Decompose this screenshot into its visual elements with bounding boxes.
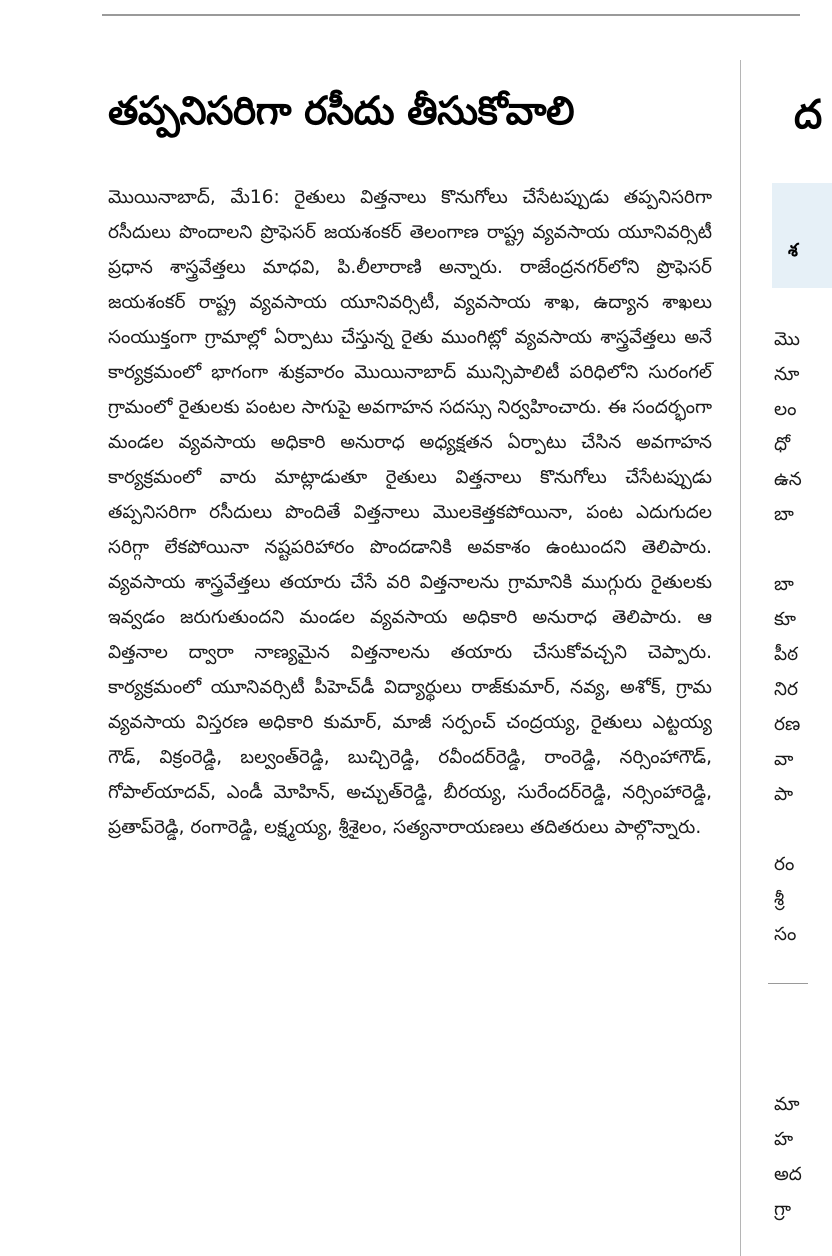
adjacent-line: వా (774, 749, 794, 770)
adjacent-line: రణ (774, 714, 801, 735)
article-body (108, 180, 712, 845)
adjacent-line: నిర (774, 679, 798, 700)
adjacent-rule (768, 983, 808, 984)
adjacent-highlight-box (772, 183, 832, 288)
adjacent-line: ఉన (774, 469, 802, 490)
news-article (100, 60, 720, 845)
adjacent-line: గ్రా (774, 1199, 792, 1220)
adjacent-line: పా (774, 784, 794, 805)
adjacent-line: అద (774, 1164, 802, 1185)
top-rule (102, 14, 800, 16)
adjacent-line: శ్రీ (774, 889, 785, 910)
adjacent-headline-fragment: ద (794, 92, 823, 138)
adjacent-article-clipped (768, 0, 823, 1256)
adjacent-line: బా (774, 504, 794, 525)
adjacent-line: సం (774, 924, 797, 945)
adjacent-line: మొ (774, 329, 800, 350)
adjacent-box-fragment: శ (788, 240, 798, 261)
column-divider (740, 60, 741, 1256)
adjacent-line: మా (774, 1094, 800, 1115)
adjacent-line: రం (774, 854, 795, 875)
adjacent-line: హ (774, 1129, 794, 1150)
adjacent-line: లం (774, 399, 797, 420)
article-paragraph: మొయినాబాద్, మే16: రైతులు విత్తనాలు కొనుగోలు చేసేటప్పుడు తప్పనిసరిగా రసీదులు పొందాలని ప్రొఫెసర్ జయశంకర్ తెలంగాణ రాష్ట్ర వ్యవసాయ యూనివర్సిటీ ప్రధాన శాస్త్రవేత్తలు మాధవి, పి.లీలారాణి అన్నారు. రాజేంద్రనగర్‌లోని ప్రొఫెసర్ జయశంకర్ రాష్ట్ర వ్యవసాయ యూనివర్సిటీ, వ్యవసాయ శాఖ, ఉద్యాన శాఖలు సంయుక్తంగా గ్రామాల్లో ఏర్పాటు చేస్తున్న రైతు ముంగిట్లో వ్యవసాయ శాస్త్రవేత్తలు అనే కార్యక్రమంలో భాగంగా శుక్రవారం మొయినాబాద్ మున్సిపాలిటీ పరిధిలోని సురంగల్ గ్రామంలో రైతులకు పంటల సాగుపై అవగాహన సదస్సు నిర్వహించారు. ఈ సందర్భంగా మండల వ్యవసాయ అధికారి అనురాధ అధ్యక్షతన ఏర్పాటు చేసిన అవగాహన కార్యక్రమంలో వారు మాట్లాడుతూ రైతులు విత్తనాలు కొనుగోలు చేసేటప్పుడు తప్పనిసరిగా రసీదులు పొందితే విత్తనాలు మొలకెత్తకపోయినా, పంట ఎదుగుదల సరిగ్గా లేకపోయినా నష్టపరిహారం పొందడానికి అవకాశం ఉంటుందని తెలిపారు. వ్యవసాయ శాస్త్రవేత్తలు తయారు చేసే వరి విత్తనాలను గ్రామానికి ముగ్గురు రైతులకు ఇవ్వడం జరుగుతుందని మండల వ్యవసాయ అధికారి అనురాధ తెలిపారు. ఆ విత్తనాల ద్వారా నాణ్యమైన విత్తనాలను తయారు చేసుకోవచ్చని చెప్పారు. కార్యక్రమంలో యూనివర్సిటీ పీహెచ్‌డీ విద్యార్థులు రాజ్‌కుమార్, నవ్య, అశోక్, గ్రామ వ్యవసాయ విస్తరణ అధికారి కుమార్, మాజీ సర్పంచ్ చంద్రయ్య, రైతులు ఎట్టయ్య గౌడ్, విక్రంరెడ్డి, బల్వంత్‌రెడ్డి, బుచ్చిరెడ్డి, రవీందర్‌రెడ్డి, రాంరెడ్డి, నర్సింహాగౌడ్, గోపాల్‌యాదవ్, ఎండీ మోహిన్, అచ్చుత్‌రెడ్డి, బీరయ్య, సురేందర్‌రెడ్డి, నర్సింహారెడ్డి, ప్రతాప్‌రెడ్డి, రంగారెడ్డి, లక్ష్మయ్య, శ్రీశైలం, సత్యనారాయణలు తదితరులు పాల్గొన్నారు. (108, 187, 713, 838)
adjacent-line: బా (774, 574, 794, 595)
adjacent-line: నూ (774, 364, 800, 385)
adjacent-line: పీఠ (774, 644, 799, 665)
adjacent-line: ధో (774, 434, 791, 455)
article-headline: తప్పనిసరిగా రసీదు తీసుకోవాలి (108, 89, 575, 134)
adjacent-line: కూ (774, 609, 797, 630)
